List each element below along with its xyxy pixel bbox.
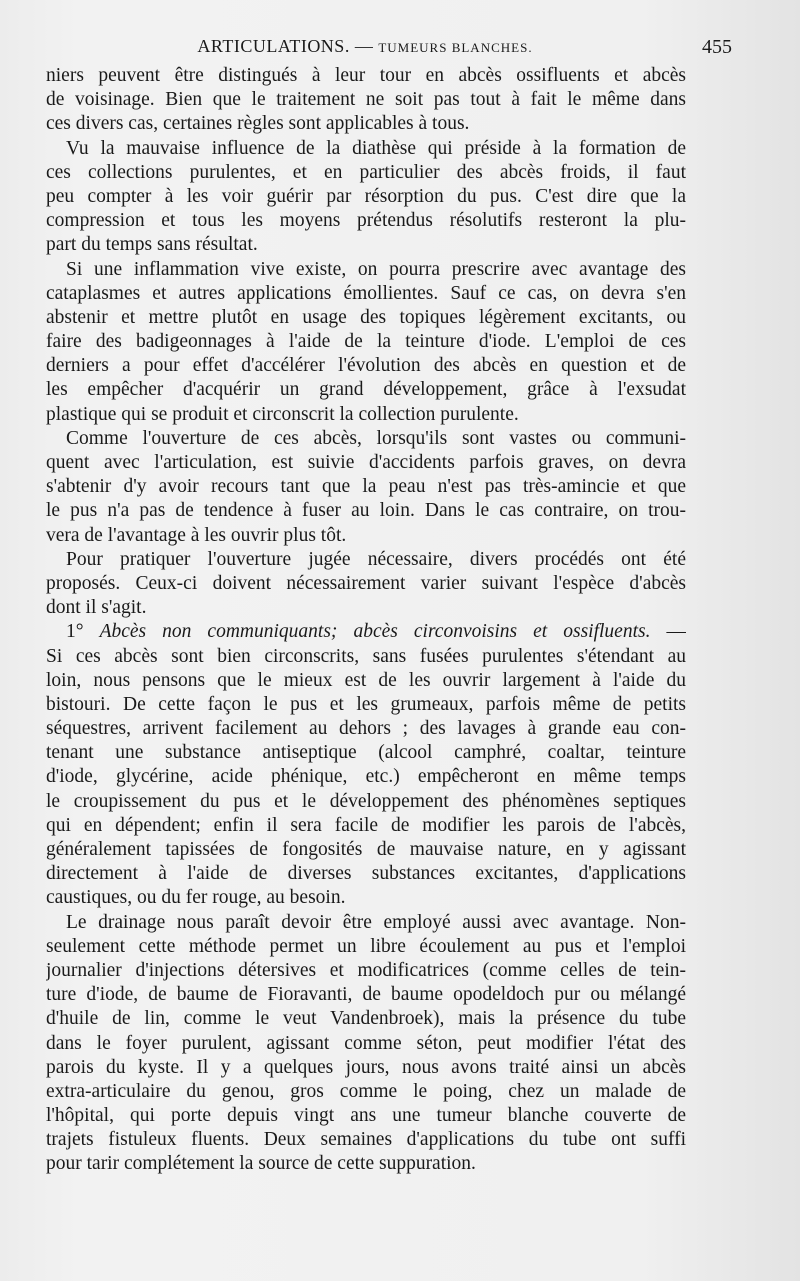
text-line: généralement tapissées de fongosités de mauvaise nature, en y agissant	[46, 839, 686, 860]
text-line: le pus n'a pas de tendence à fuser au loin. Dans le cas contraire, on trou-	[46, 500, 686, 522]
text-line: Pour pratiquer l'ouverture jugée nécessaire, divers procédés ont été	[66, 548, 686, 570]
running-head-title: ARTICULATIONS.	[197, 36, 350, 56]
text-line: vera de l'avantage à les ouvrir plus tôt.	[46, 524, 347, 546]
text-line: s'abtenir d'y avoir recours tant que la peau n'est pas très-amincie et que	[46, 476, 686, 498]
text-line: tenant une substance antiseptique (alcool camphré, coaltar, teinture	[46, 742, 686, 764]
text-line: caustiques, ou du fer rouge, au besoin.	[46, 887, 346, 909]
body-text	[46, 64, 686, 1177]
text-line: proposés. Ceux-ci doivent nécessairement varier suivant l'espèce d'abcès	[46, 572, 686, 594]
page-header	[46, 36, 732, 62]
text-line: de voisinage. Bien que le traitement ne soit pas tout à fait le même dans	[46, 89, 686, 111]
text-line: qui en dépendent; enfin il sera facile de modifier les parois de l'abcès,	[46, 814, 686, 836]
text-line: niers peuvent être distingués à leur tour en abcès ossifluents et abcès	[46, 65, 686, 86]
text-line: ces divers cas, certaines règles sont applicables à tous.	[46, 113, 470, 135]
text-line: plastique qui se produit et circonscrit la collection purulente.	[46, 403, 519, 425]
text-line: parois du kyste. Il y a quelques jours, nous avons traité ainsi un abcès	[46, 1056, 686, 1078]
text-line: trajets fistuleux fluents. Deux semaines d'applications du tube ont suffi	[46, 1129, 686, 1151]
text-line: peu compter à les voir guérir par résorption du pus. C'est dire que la	[46, 185, 686, 207]
text-line: compression et tous les moyens prétendus résolutifs resteront la plu-	[46, 210, 686, 232]
text-line: derniers a pour effet d'accélérer l'évolution des abcès en question et de	[46, 355, 686, 377]
text-line: 1° Abcès non communiquants; abcès circonvoisins et ossifluents. —	[66, 621, 686, 643]
text-line: quent avec l'articulation, est suivie d'accidents parfois graves, on devra	[46, 452, 686, 473]
running-head-dash: —	[354, 36, 374, 56]
text-line: bistouri. De cette façon le pus et les grumeaux, parfois même de petits	[46, 693, 686, 715]
running-head-subtitle: TUMEURS BLANCHES.	[378, 40, 533, 55]
text-line: Vu la mauvaise influence de la diathèse qui préside à la formation de	[66, 137, 686, 159]
text-line: directement à l'aide de diverses substances excitantes, d'applications	[46, 863, 686, 885]
text-line: Comme l'ouverture de ces abcès, lorsqu'ils sont vastes ou communi-	[66, 427, 686, 449]
text-line: faire des badigeonnages à l'aide de la teinture d'iode. L'emploi de ces	[46, 331, 686, 353]
text-line: Si ces abcès sont bien circonscrits, sans fusées purulentes s'étendant au	[46, 645, 686, 667]
text-line: extra-articulaire du genou, gros comme le poing, chez un malade de	[46, 1080, 686, 1102]
text-line: d'iode, glycérine, acide phénique, etc.) empêcheront en même temps	[46, 766, 686, 788]
text-line: les empêcher d'acquérir un grand développement, grâce à l'exsudat	[46, 379, 686, 401]
running-head	[46, 36, 684, 57]
text-line: dont il s'agit.	[46, 597, 147, 619]
text-line: abstenir et mettre plutôt en usage des topiques légèrement excitants, ou	[46, 306, 686, 328]
text-line: séquestres, arrivent facilement au dehors ; des lavages à grande eau con-	[46, 718, 686, 740]
text-line: loin, nous pensons que le mieux est de les ouvrir largement à l'aide du	[46, 669, 686, 691]
text-line: journalier d'injections détersives et modificatrices (comme celles de tein-	[46, 959, 686, 981]
text-line: seulement cette méthode permet un libre écoulement au pus et l'emploi	[46, 935, 686, 957]
text-line: l'hôpital, qui porte depuis vingt ans une tumeur blanche couverte de	[46, 1105, 686, 1127]
text-line: ture d'iode, de baume de Fioravanti, de baume opodeldoch pur ou mélangé	[46, 984, 686, 1006]
text-line: pour tarir complétement la source de cette suppuration.	[46, 1153, 476, 1175]
text-line: le croupissement du pus et le développement des phénomènes septiques	[46, 790, 686, 812]
page-number: 455	[702, 36, 732, 58]
text-line: ces collections purulentes, et en particulier des abcès froids, il faut	[46, 161, 686, 183]
text-line: Si une inflammation vive existe, on pourra prescrire avec avantage des	[66, 258, 686, 280]
text-line: d'huile de lin, comme le veut Vandenbroek), mais la présence du tube	[46, 1008, 686, 1030]
text-line: Le drainage nous paraît devoir être employé aussi avec avantage. Non-	[66, 911, 686, 933]
text-line: part du temps sans résultat.	[46, 234, 258, 256]
text-line: dans le foyer purulent, agissant comme séton, peut modifier l'état des	[46, 1032, 686, 1054]
text-line: cataplasmes et autres applications émollientes. Sauf ce cas, on devra s'en	[46, 282, 686, 304]
